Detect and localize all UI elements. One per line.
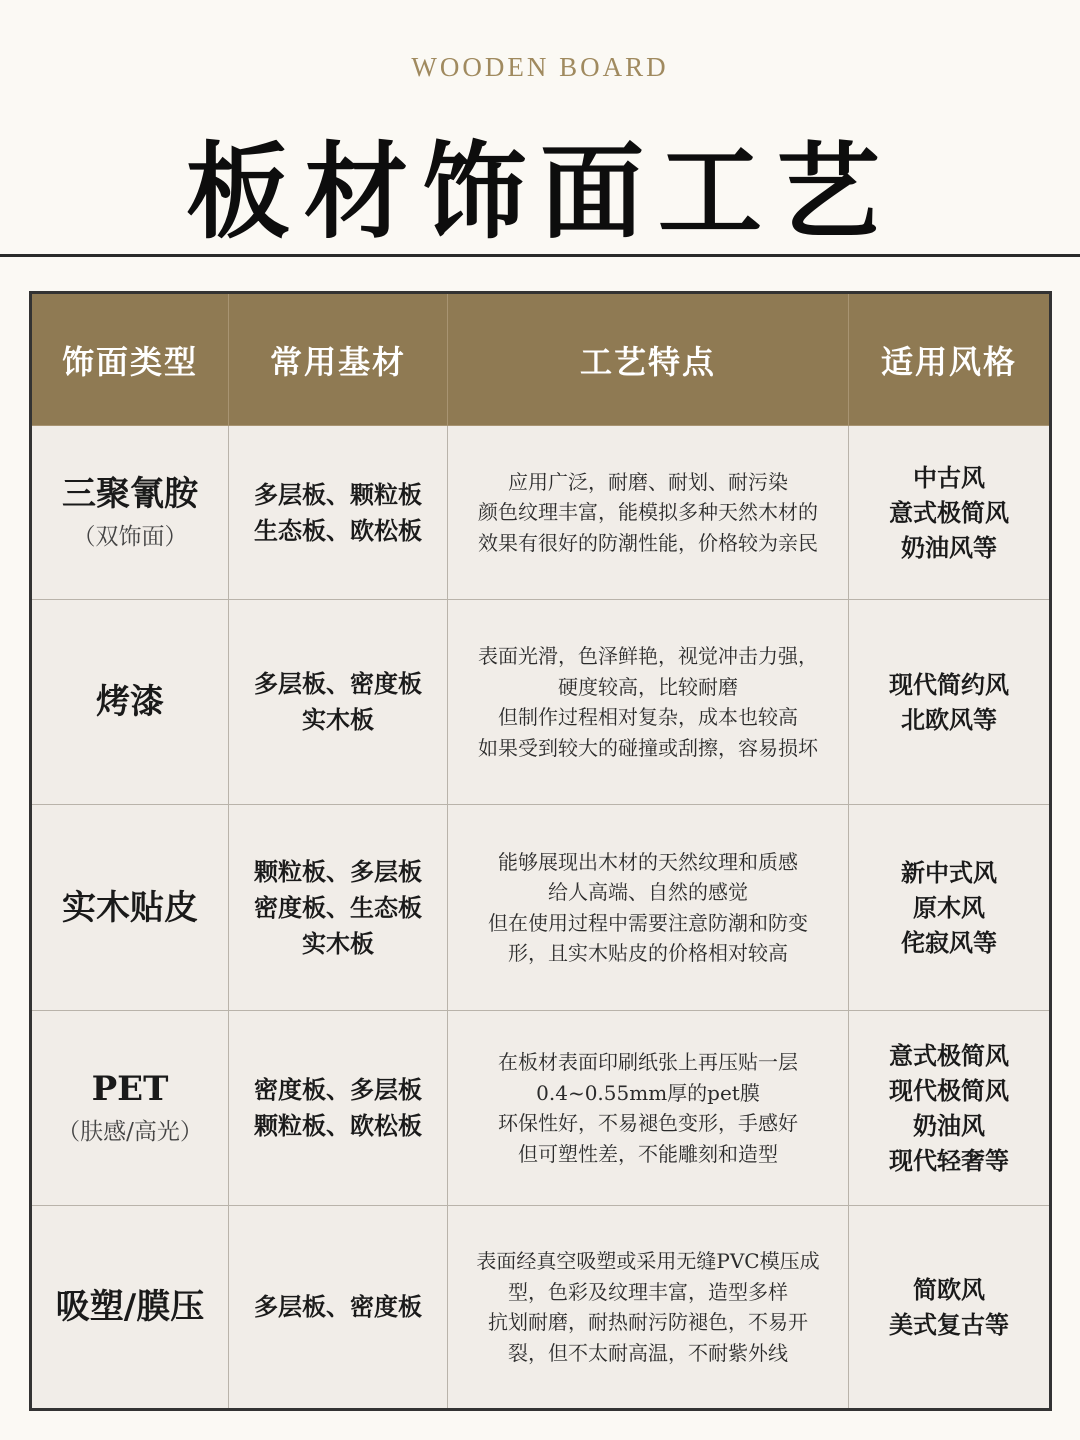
substrate-list: 多层板、密度板 实木板 [254,669,422,734]
styles-cell [849,426,1051,600]
substrate-list: 颗粒板、多层板 密度板、生态板 实木板 [254,856,422,958]
features-text: 能够展现出木材的天然纹理和质感 给人高端、自然的感觉 但在使用过程中需要注意防潮和防变 形，且实木贴皮的价格相对较高 [488,849,808,965]
page-subtitle: WOODEN BOARD [411,52,669,82]
substrate-cell [229,1206,448,1410]
finish-type-cell [31,1206,229,1410]
column-header-features: 工艺特点 [448,293,849,426]
substrate-cell [229,805,448,1011]
substrate-cell [229,426,448,600]
features-cell [448,426,849,600]
page-title: 板材饰面工艺 [185,130,894,253]
styles-cell [849,600,1051,805]
features-cell [448,805,849,1011]
table-row [31,805,1051,1011]
substrate-list: 多层板、密度板 [254,1292,422,1321]
finish-type: 烤漆 [96,682,164,722]
column-header-finish-type: 饰面类型 [31,293,229,426]
substrate-list: 密度板、多层板 颗粒板、欧松板 [254,1075,422,1140]
features-text: 表面光滑，色泽鲜艳，视觉冲击力强， 硬度较高，比较耐磨 但制作过程相对复杂，成本也较高 如果受到较大的碰撞或刮擦，容易损坏 [478,644,818,760]
table-row [31,426,1051,600]
finish-type: 吸塑/膜压 [55,1287,205,1327]
styles-list: 简欧风 美式复古等 [889,1275,1009,1339]
features-text: 表面经真空吸塑或采用无缝PVC模压成 型，色彩及纹理丰富，造型多样 抗划耐磨，耐热耐污防褪色，不易开 裂，但不太耐高温，不耐紫外线 [476,1249,820,1365]
styles-cell [849,805,1051,1011]
features-text: 在板材表面印刷纸张上再压贴一层 0.4~0.55mm厚的pet膜 环保性好，不易褪色变形，手感好 但可塑性差，不能雕刻和造型 [498,1050,798,1166]
styles-cell [849,1011,1051,1206]
table-header [31,293,1051,426]
column-header-styles: 适用风格 [849,293,1051,426]
finish-type-note: （肤感/高光） [57,1119,203,1145]
finish-comparison-table [29,291,1052,1411]
substrate-cell [229,600,448,805]
table-row [31,1011,1051,1206]
header-row [31,293,1051,426]
features-text: 应用广泛，耐磨、耐划、耐污染 颜色纹理丰富，能模拟多种天然木材的 效果有很好的防潮性能，价格较为亲民 [478,469,818,555]
substrate-cell [229,1011,448,1206]
substrate-list: 多层板、颗粒板 生态板、欧松板 [254,479,422,545]
title-divider [0,254,1080,257]
finish-type: PET [91,1069,169,1109]
finish-type: 实木贴皮 [62,887,198,928]
finish-type-cell [31,805,229,1011]
finish-type-note: （双饰面） [72,523,188,550]
finish-type-cell [31,600,229,805]
finish-type: 三聚氰胺 [62,473,198,514]
table-body [31,426,1051,1410]
styles-list: 现代简约风 北欧风等 [889,670,1009,734]
styles-list: 中古风 意式极简风 奶油风等 [889,463,1009,562]
finish-type-cell [31,426,229,600]
column-header-substrate: 常用基材 [229,293,448,426]
features-cell [448,1206,849,1410]
styles-cell [849,1206,1051,1410]
features-cell [448,1011,849,1206]
finish-type-cell [31,1011,229,1206]
styles-list: 意式极简风 现代极简风 奶油风 现代轻奢等 [889,1041,1009,1175]
styles-list: 新中式风 原木风 侘寂风等 [901,858,997,957]
table-row [31,600,1051,805]
table-row [31,1206,1051,1410]
features-cell [448,600,849,805]
